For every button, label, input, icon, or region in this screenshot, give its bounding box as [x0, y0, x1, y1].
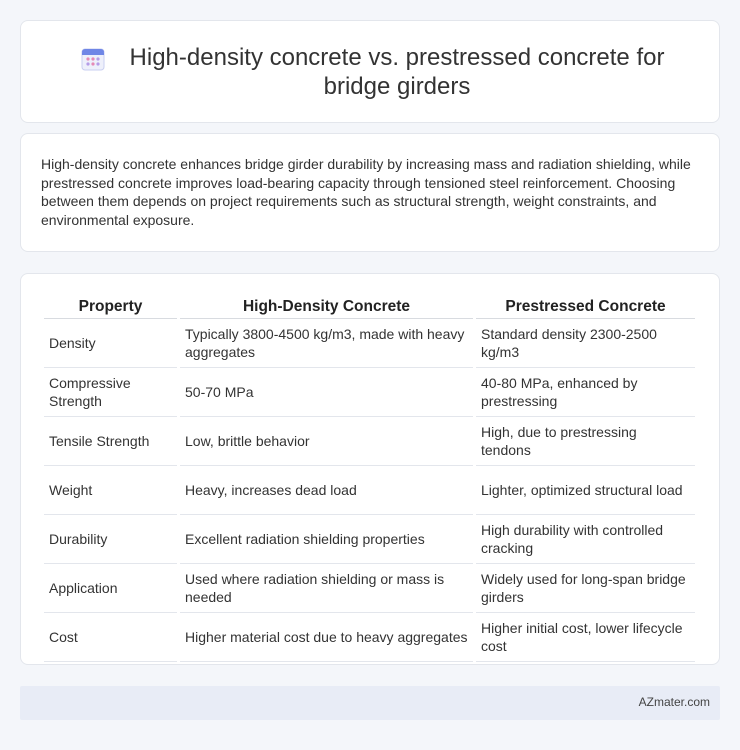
column-header-property: Property — [44, 296, 177, 319]
table-cell-property: Application — [44, 564, 177, 613]
table-cell-prestressed: Lighter, optimized structural load — [476, 466, 695, 515]
column-header-high-density: High-Density Concrete — [180, 296, 473, 319]
table-cell-prestressed: High durability with controlled cracking — [476, 515, 695, 564]
table-row — [44, 319, 695, 368]
title-card — [20, 20, 720, 123]
table-row — [44, 417, 695, 466]
table-cell-prestressed: Higher initial cost, lower lifecycle cost — [476, 613, 695, 662]
table-cell-prestressed: High, due to prestressing tendons — [476, 417, 695, 466]
table-cell-high-density: Higher material cost due to heavy aggregates — [180, 613, 473, 662]
table-cell-high-density: Low, brittle behavior — [180, 417, 473, 466]
summary-card — [20, 133, 720, 252]
table-row — [44, 466, 695, 515]
table-cell-property: Density — [44, 319, 177, 368]
table-cell-property: Durability — [44, 515, 177, 564]
table-cell-prestressed: Standard density 2300-2500 kg/m3 — [476, 319, 695, 368]
table-header-row — [44, 296, 695, 319]
table-cell-property: Tensile Strength — [44, 417, 177, 466]
table-cell-prestressed: 40-80 MPa, enhanced by prestressing — [476, 368, 695, 417]
column-header-prestressed: Prestressed Concrete — [476, 296, 695, 319]
table-cell-high-density: 50-70 MPa — [180, 368, 473, 417]
table-row — [44, 368, 695, 417]
footer-brand-link[interactable]: AZmater.com — [638, 695, 710, 709]
table-row — [44, 613, 695, 662]
table-cell-high-density: Heavy, increases dead load — [180, 466, 473, 515]
table-cell-high-density: Typically 3800-4500 kg/m3, made with heavy aggregates — [180, 319, 473, 368]
comparison-table — [41, 296, 698, 662]
footer-bar — [20, 686, 720, 720]
comparison-table-card — [20, 273, 720, 665]
table-row — [44, 564, 695, 613]
table-cell-high-density: Excellent radiation shielding properties — [180, 515, 473, 564]
table-cell-property: Weight — [44, 466, 177, 515]
table-cell-property: Cost — [44, 613, 177, 662]
table-cell-high-density: Used where radiation shielding or mass is needed — [180, 564, 473, 613]
page-title-wrap — [81, 43, 679, 101]
table-cell-prestressed: Widely used for long-span bridge girders — [476, 564, 695, 613]
summary-text: High-density concrete enhances bridge girder durability by increasing mass and radiation shielding, while prestressed concrete improves load-bearing capacity through tensioned steel reinforcement. Choosing between them depends on project requirements such as structural strength, weight constraints, and environmental exposure. — [41, 156, 691, 228]
table-cell-property: Compressive Strength — [44, 368, 177, 417]
page-title: High-density concrete vs. prestressed concrete for bridge girders — [129, 44, 665, 100]
table-row — [44, 515, 695, 564]
